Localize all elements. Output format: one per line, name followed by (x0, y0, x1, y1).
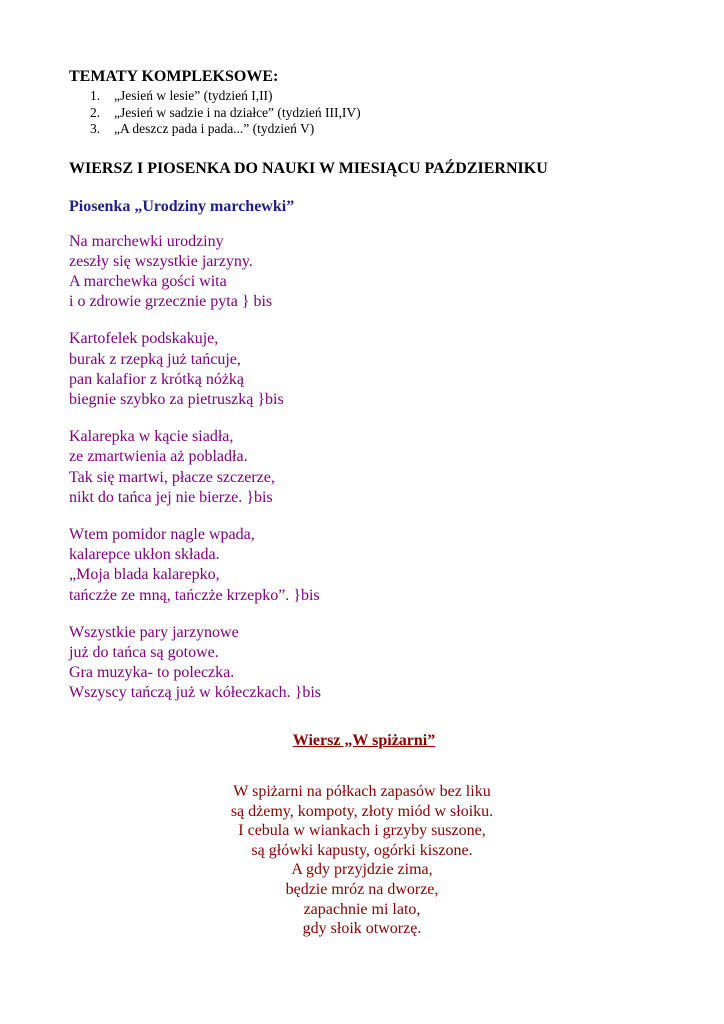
topic-item (90, 88, 669, 105)
song-title: Piosenka „Urodziny marchewki” (69, 197, 295, 215)
document-page (69, 66, 669, 721)
lyric-line: zeszły się wszystkie jarzyny. (69, 252, 253, 270)
lyric-line: Gra muzyka- to poleczka. (69, 664, 235, 682)
poem-line: A gdy przyjdzie zima, (291, 861, 433, 879)
poem-line: gdy słoik otworzę. (302, 920, 422, 938)
topic-text: „Jesień w sadzie i na działce” (tydzień III,IV) (114, 104, 361, 120)
topic-number: 1. (90, 88, 101, 103)
topic-number: 3. (90, 121, 101, 136)
lyric-line: pan kalafior z krótką nóżką (69, 370, 245, 388)
lyric-line: Na marchewki urodziny (69, 232, 224, 250)
song-stanza (69, 525, 669, 606)
lyric-line: już do tańca są gotowe. (69, 643, 219, 661)
lyric-line: burak z rzepką już tańcuje, (69, 350, 241, 368)
poem-line: W spiżarni na półkach zapasów bez liku (233, 783, 491, 800)
lyric-line: i o zdrowie grzecznie pyta } bis (69, 293, 273, 311)
lyric-line: „Moja blada kalarepko, (69, 566, 220, 584)
lyric-line: ze zmartwienia aż pobladła. (69, 448, 248, 466)
song-lyrics (69, 232, 669, 704)
poem-section (0, 730, 724, 939)
topic-text: „A deszcz pada i pada...” (tydzień V) (114, 121, 315, 136)
lyric-line: Wszystkie pary jarzynowe (69, 623, 239, 641)
poem-title: Wiersz „W spiżarni” (292, 732, 436, 749)
song-stanza (69, 427, 669, 508)
lyric-line: Kalarepka w kącie siadła, (69, 428, 234, 446)
lyric-line: A marchewka gości wita (69, 272, 227, 290)
lyric-line: Kartofelek podskakuje, (69, 330, 219, 348)
lyric-line: kalarepce ukłon składa. (69, 546, 220, 564)
poem-line: są dżemy, kompoty, złoty miód w słoiku. (230, 802, 494, 820)
topics-heading: TEMATY KOMPLEKSOWE: (69, 68, 279, 85)
poem-line: I cebula w wiankach i grzyby suszone, (238, 822, 486, 840)
poem-text (0, 782, 724, 939)
topic-item (90, 121, 669, 138)
lyric-line: Tak się martwi, płacze szczerze, (69, 468, 275, 486)
poem-line: będzie mróz na dworze, (285, 880, 439, 898)
lyric-line: Wtem pomidor nagle wpada, (69, 525, 255, 543)
topic-text: „Jesień w lesie” (tydzień I,II) (114, 88, 273, 103)
song-stanza (69, 623, 669, 704)
topics-list (69, 88, 669, 138)
lyric-line: tańczże ze mną, tańczże krzepko”. }bis (69, 586, 320, 604)
topic-number: 2. (90, 104, 101, 120)
topic-item (90, 105, 669, 122)
lyric-line: nikt do tańca jej nie bierze. }bis (69, 488, 273, 506)
lyric-line: Wszyscy tańczą już w kółeczkach. }bis (69, 684, 322, 702)
month-heading: WIERSZ I PIOSENKA DO NAUKI W MIESIĄCU PAŹDZIERNIKU (69, 159, 548, 177)
poem-line: są główki kapusty, ogórki kiszone. (251, 841, 473, 859)
lyric-line: biegnie szybko za pietruszką }bis (69, 390, 284, 408)
song-stanza (69, 232, 669, 313)
poem-line: zapachnie mi lato, (303, 900, 421, 918)
song-stanza (69, 329, 669, 410)
